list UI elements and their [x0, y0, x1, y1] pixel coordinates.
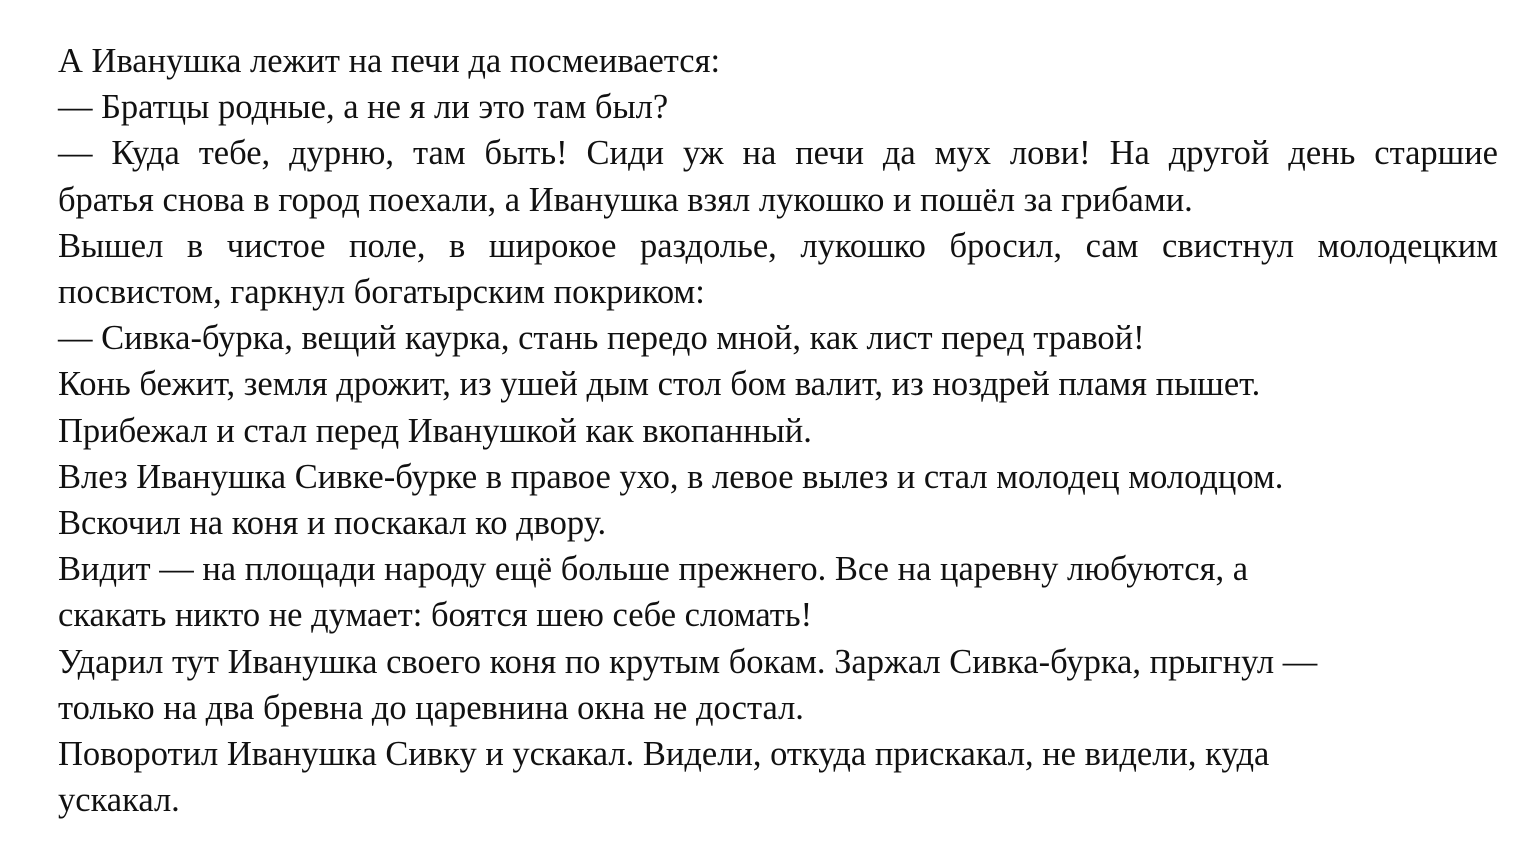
text-line: Видит — на площади народу ещё больше прежнего. Все на царевну любуются, а [58, 550, 1249, 589]
text-line: посвистом, гаркнул богатырским покриком: [58, 273, 705, 312]
text-line: А Иванушка лежит на печи да посмеивается: [58, 42, 721, 80]
text-line: Влез Иванушка Сивке-бурке в правое ухо, в левое вылез и стал молодец молодцом. [58, 457, 1284, 496]
text-line: — Братцы родные, а не я ли это там был? [58, 88, 669, 127]
text-line: — Сивка-бурка, вещий каурка, стань передо мной, как лист перед травой! [58, 319, 1145, 358]
text-line: скакать никто не думает: боятся шею себе сломать! [58, 596, 813, 635]
text-line: только на два бревна до царевнина окна не достал. [58, 688, 804, 727]
text-line: ускакал. [58, 781, 180, 820]
text-line: — Куда тебе, дурню, там быть! Сиди уж на печи да мух лови! На другой день старшие [58, 134, 1498, 173]
text-line: Конь бежит, земля дрожит, из ушей дым стол бом валит, из ноздрей пламя пышет. [58, 365, 1261, 404]
text-line: Вскочил на коня и поскакал ко двору. [58, 504, 607, 543]
text-line: Поворотил Иванушка Сивку и ускакал. Видели, откуда прискакал, не видели, куда [58, 735, 1270, 774]
text-line: братья снова в город поехали, а Иванушка взял лукошко и пошёл за грибами. [58, 180, 1193, 219]
text-line: Вышел в чистое поле, в широкое раздолье, лукошко бросил, сам свистнул молодецким [58, 226, 1498, 265]
document-text [58, 38, 1498, 823]
text-line: Ударил тут Иванушка своего коня по крутым бокам. Заржал Сивка-бурка, прыгнул — [58, 642, 1318, 681]
text-line: Прибежал и стал перед Иванушкой как вкопанный. [58, 411, 812, 450]
